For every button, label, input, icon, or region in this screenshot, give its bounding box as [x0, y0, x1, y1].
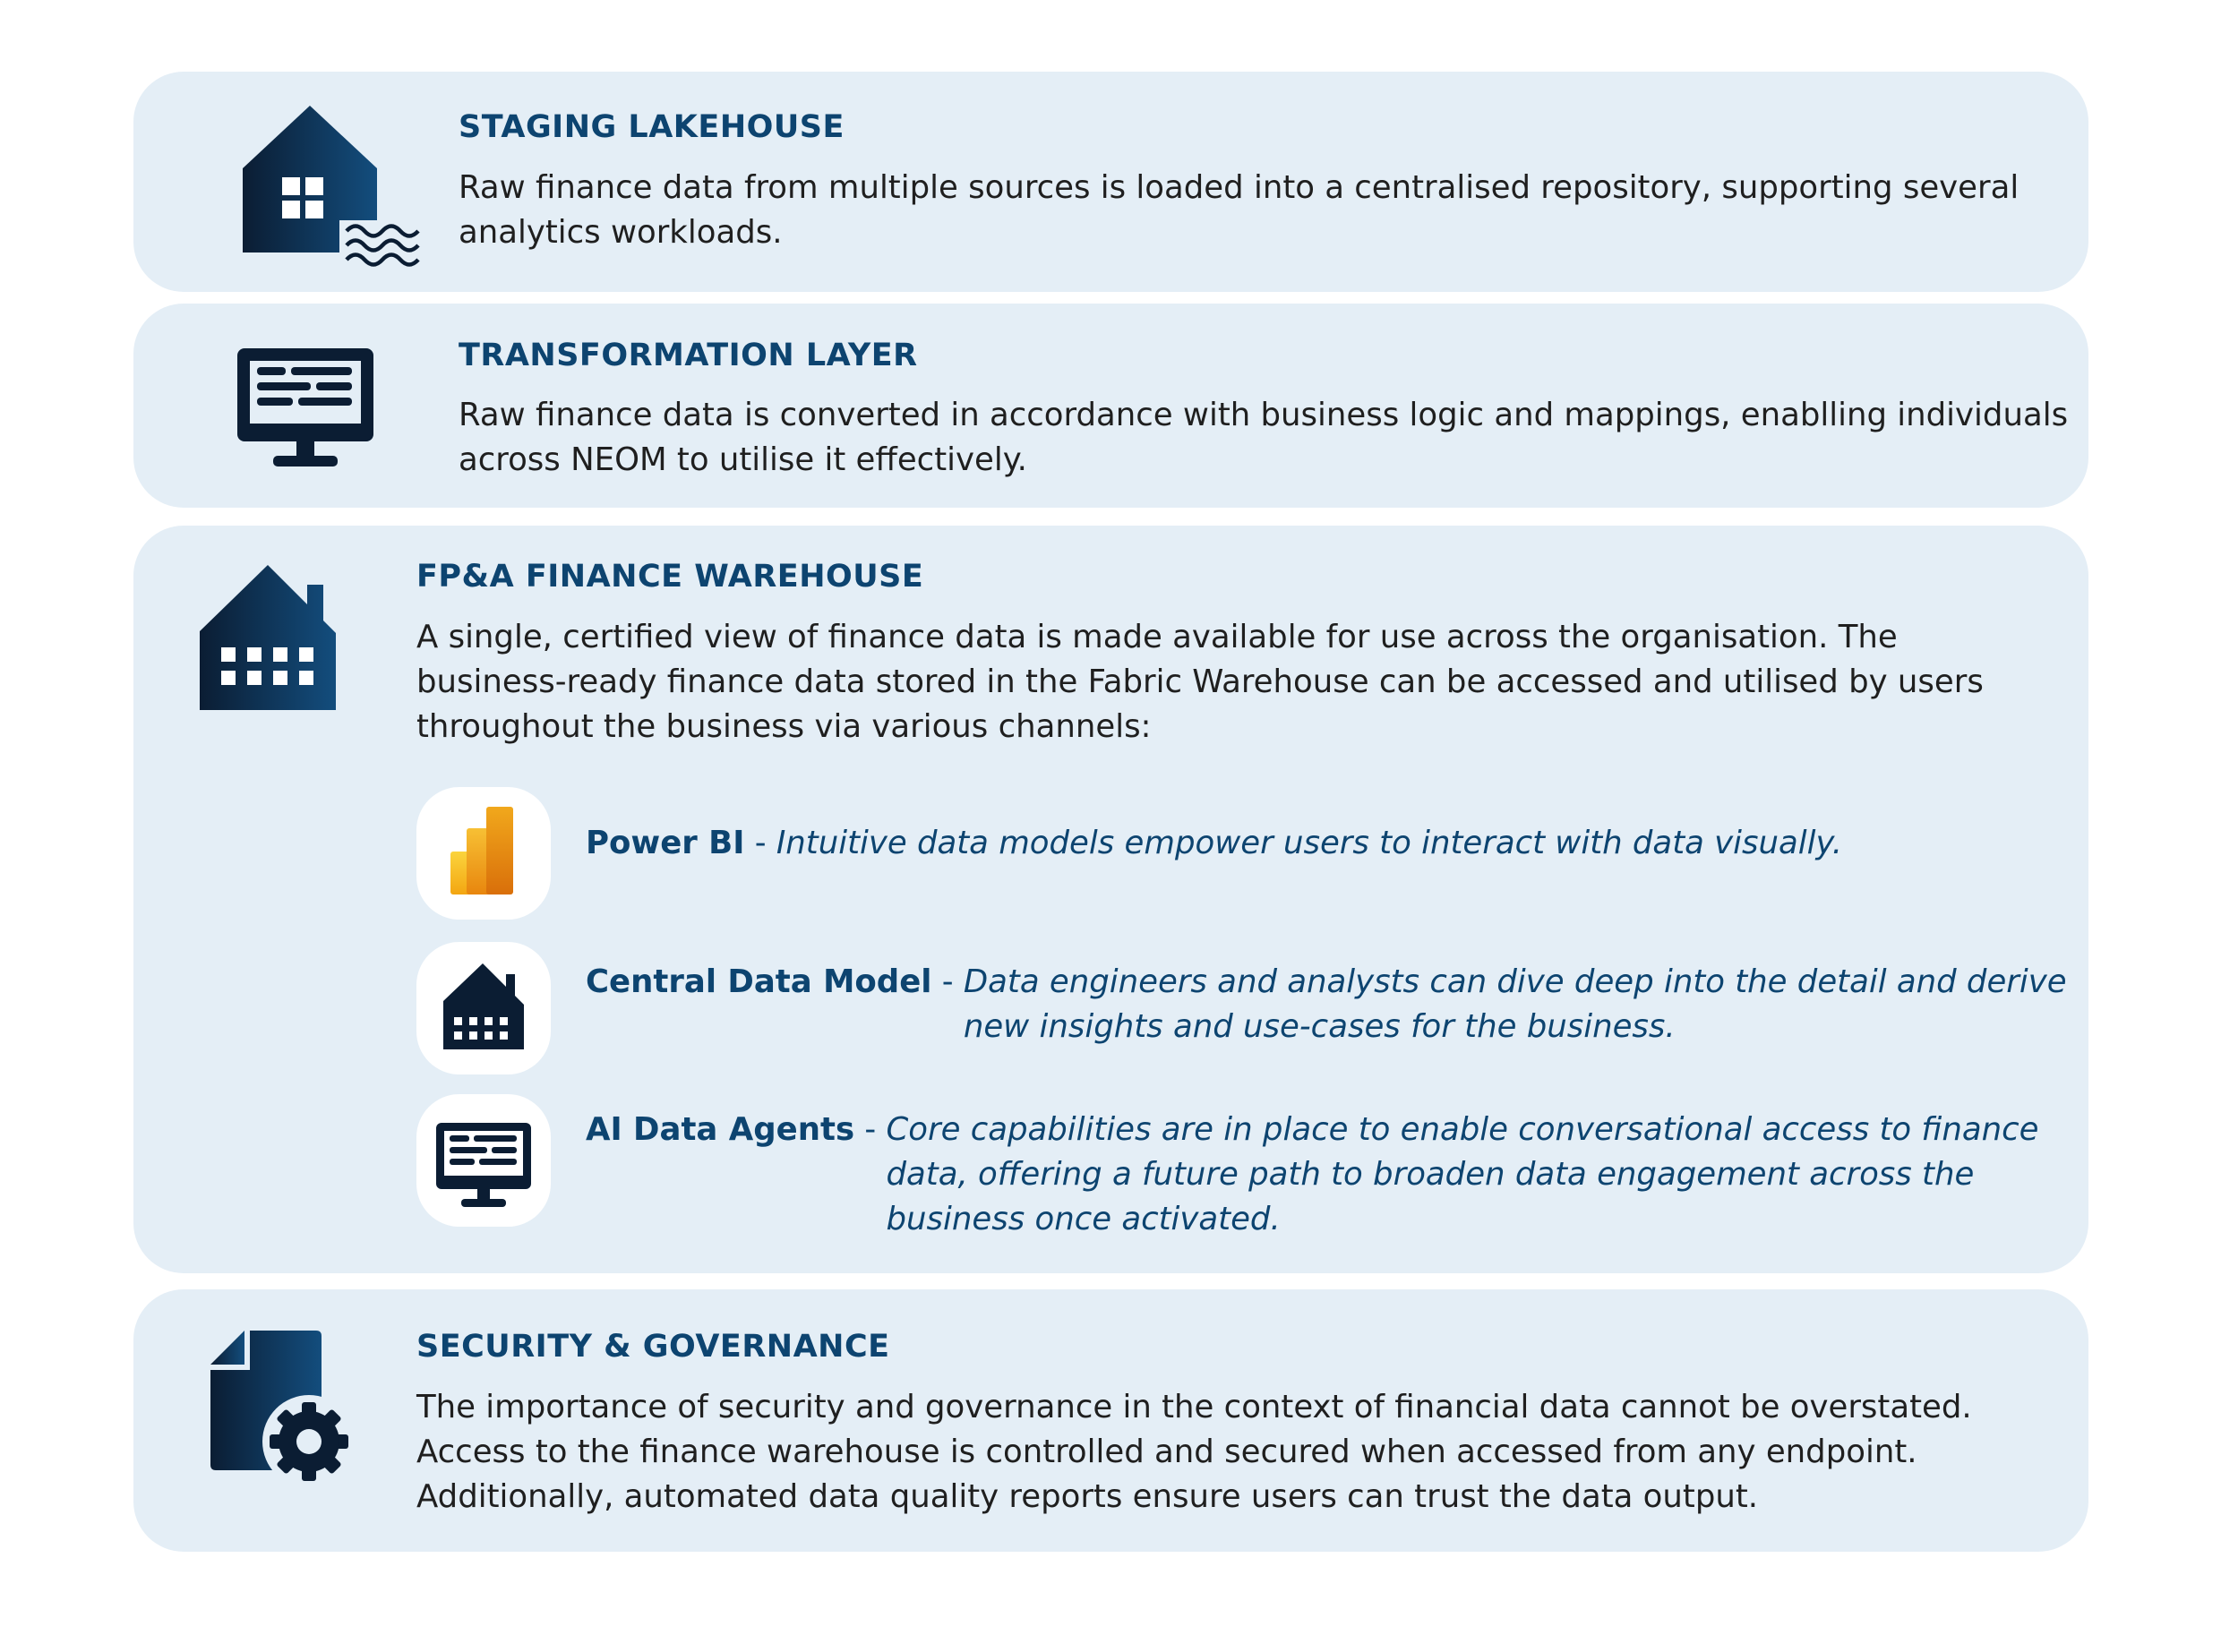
ai-data-agents-separator: - — [854, 1111, 887, 1148]
central-data-model-description: Data engineers and analysts can dive deep into the detail and derive new insights and use-cases for the business. — [963, 963, 2067, 1045]
central-data-model-separator: - — [931, 963, 964, 1000]
monitor-icon — [237, 348, 373, 468]
staging-lakehouse-title: STAGING LAKEHOUSE — [459, 109, 845, 145]
central-data-model-channel — [586, 960, 2072, 1049]
transformation-layer-card — [133, 304, 2088, 508]
document-gear-icon — [209, 1329, 356, 1490]
finance-warehouse-card — [133, 526, 2088, 1273]
security-governance-description: The importance of security and governance in the context of financial data cannot be overstated. Access to the finance warehouse is controlled and secured when accessed from any endpoint. Additionally, automated data quality reports ensure users can trust the data output. — [416, 1389, 1972, 1515]
ai-data-agents-label: AI Data Agents — [586, 1111, 855, 1148]
ai-data-agents-channel — [586, 1108, 2072, 1242]
data-model-building-icon — [416, 942, 551, 1074]
ai-data-agents-description: Core capabilities are in place to enable conversational access to finance data, offering a future path to broaden data engagement across the business once activated. — [886, 1111, 2039, 1237]
security-governance-title: SECURITY & GOVERNANCE — [416, 1329, 890, 1365]
power-bi-label: Power BI — [586, 825, 745, 861]
power-bi-channel — [586, 821, 2072, 866]
monitor-icon — [416, 1094, 551, 1227]
power-bi-description: Intuitive data models empower users to interact with data visually. — [776, 825, 1843, 861]
transformation-layer-description: Raw finance data is converted in accordance with business logic and mappings, enablling individuals across NEOM to utilise it effectively. — [459, 397, 2069, 478]
central-data-model-tile — [416, 942, 551, 1074]
central-data-model-label: Central Data Model — [586, 963, 932, 1000]
transformation-layer-title: TRANSFORMATION LAYER — [459, 338, 918, 373]
finance-warehouse-title: FP&A FINANCE WAREHOUSE — [416, 559, 924, 595]
power-bi-icon — [416, 787, 551, 920]
lakehouse-icon — [232, 104, 420, 270]
staging-lakehouse-description: Raw finance data from multiple sources is loaded into a centralised repository, supporting several analytics workloads. — [459, 169, 2019, 251]
warehouse-building-icon — [198, 561, 338, 712]
staging-lakehouse-card — [133, 72, 2088, 292]
power-bi-tile — [416, 787, 551, 920]
power-bi-separator: - — [744, 825, 776, 861]
security-governance-card — [133, 1289, 2088, 1552]
finance-warehouse-description: A single, certified view of finance data is made available for use across the organisation. The business-ready finance data stored in the Fabric Warehouse can be accessed and utilised by users throughout the business via various channels: — [416, 619, 1984, 745]
ai-data-agents-tile — [416, 1094, 551, 1227]
